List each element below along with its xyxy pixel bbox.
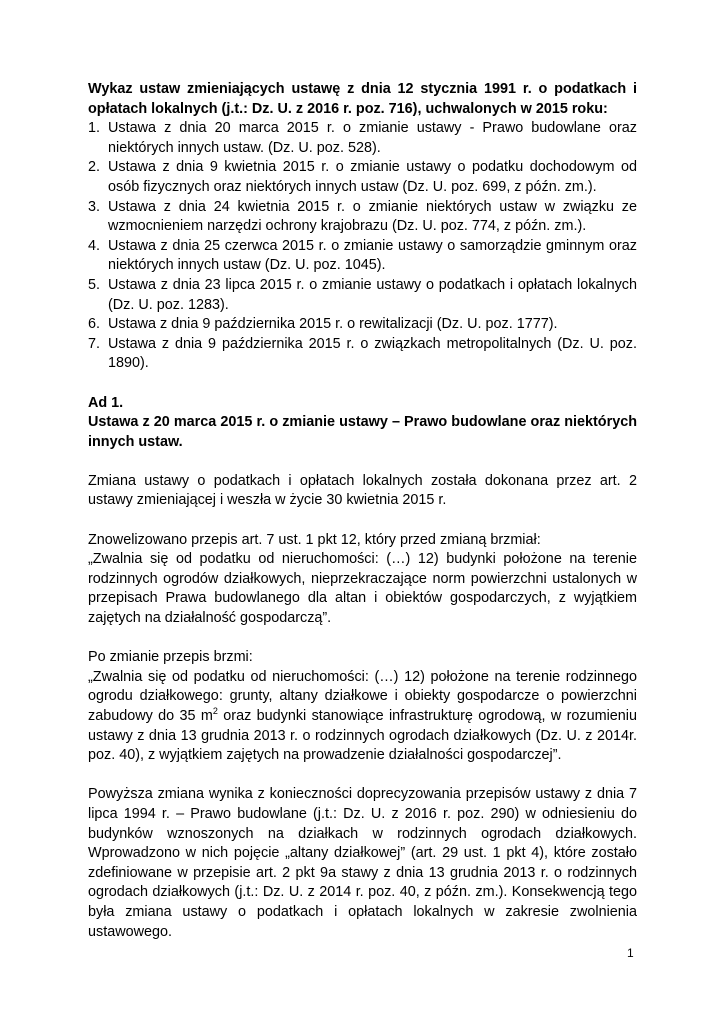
list-item-number: 6.	[88, 316, 101, 333]
document-title: Wykaz ustaw zmieniających ustawę z dnia 12 stycznia 1991 r. o podatkach i opłatach lokalnych (j.t.: Dz. U. z 2016 r. poz. 716), uchwalonych w 2015 roku:	[88, 81, 637, 117]
list-item-text: Ustawa z dnia 20 marca 2015 r. o zmianie ustawy - Prawo budowlane oraz niektórych innych ustaw. (Dz. U. poz. 528).	[108, 120, 637, 156]
spacer	[88, 511, 637, 531]
spacer	[88, 452, 637, 472]
list-item	[88, 237, 637, 276]
spacer	[88, 374, 637, 394]
superscript: 2	[212, 706, 218, 717]
list-item-number: 5.	[88, 276, 101, 293]
list-item-text: Ustawa z dnia 25 czerwca 2015 r. o zmianie ustawy o samorządzie gminnym oraz niektórych innych ustaw (Dz. U. poz. 1045).	[108, 237, 637, 274]
list-item-text: Ustawa z dnia 9 października 2015 r. o związkach metropolitalnych (Dz. U. poz. 1890).	[108, 335, 637, 372]
quote-text-part: oraz budynki stanowiące infrastrukturę ogrodową, w rozumieniu ustawy z dnia 13 grudnia 2013 r. o rodzinnych ogrodach działkowych (Dz. U. z 2014r. poz. 40), z wyjątkiem zajętych na prowadzenie działalności gospodarczej”.	[88, 708, 637, 764]
quote-text-part: „Zwalnia się od podatku od nieruchomości: (…) 12) położone na terenie rodzinnego ogrodu działkowego: grunty, altany działkowe i obiekty gospodarcze o powierzchni zabudowy do 35 m	[88, 668, 637, 724]
list-item-number: 3.	[88, 198, 101, 215]
list-item-number: 2.	[88, 159, 101, 176]
list-item	[88, 335, 637, 374]
paragraph-intro: Znowelizowano przepis art. 7 ust. 1 pkt 12, który przed zmianą brzmiał:	[88, 531, 541, 548]
list-item	[88, 198, 637, 237]
list-item	[88, 158, 637, 197]
quoted-provision-after	[88, 668, 637, 766]
spacer	[88, 766, 637, 786]
list-item	[88, 119, 637, 158]
section-heading: Ustawa z 20 marca 2015 r. o zmianie ustawy – Prawo budowlane oraz niektórych innych ustaw.	[88, 414, 637, 450]
list-item-text: Ustawa z dnia 9 października 2015 r. o rewitalizacji (Dz. U. poz. 1777).	[108, 316, 558, 333]
list-item-number: 4.	[88, 237, 101, 254]
amending-laws-list	[88, 119, 637, 374]
quoted-provision-before: „Zwalnia się od podatku od nieruchomości: (…) 12) budynki położone na terenie rodzinnych ogrodów działkowych, nieprzekraczające norm powierzchni ustalonych w przepisach Prawa budowlanego dla altan i obiektów gospodarczych, z wyjątkiem zajętych na działalność gospodarczą”.	[88, 551, 637, 627]
list-item-text: Ustawa z dnia 9 kwietnia 2015 r. o zmianie ustawy o podatku dochodowym od osób fizycznych oraz niektórych innych ustaw (Dz. U. poz. 699, z późn. zm.).	[108, 159, 637, 195]
section-label: Ad 1.	[88, 394, 124, 411]
list-item-number: 1.	[88, 120, 101, 137]
document-body	[88, 80, 637, 942]
paragraph: Powyższa zmiana wynika z konieczności doprecyzowania przepisów ustawy z dnia 7 lipca 1994 r. – Prawo budowlane (j.t.: Dz. U. z 2016 r. poz. 290) w odniesieniu do budynków wznoszonych na działkach w rodzinnych ogrodach działkowych. Wprowadzono w nich pojęcie „altany działkowej” (art. 29 ust. 1 pkt 4), które zostało zdefiniowane w przepisie art. 2 pkt 9a stawy z dnia 13 grudnia 2013 r. o rodzinnych ogrodach działkowych (j.t.: Dz. U. z 2014 r. poz. 40, z późn. zm.). Konsekwencją tego była zmiana ustawy o podatkach i opłatach lokalnych w zakresie zwolnienia ustawowego.	[88, 786, 637, 940]
list-item-number: 7.	[88, 335, 101, 352]
list-item	[88, 276, 637, 315]
paragraph: Zmiana ustawy o podatkach i opłatach lokalnych została dokonana przez art. 2 ustawy zmieniającej i weszła w życie 30 kwietnia 2015 r.	[88, 472, 637, 509]
page-number: 1	[627, 946, 634, 960]
spacer	[88, 629, 637, 649]
paragraph-intro: Po zmianie przepis brzmi:	[88, 649, 253, 666]
list-item	[88, 315, 637, 335]
list-item-text: Ustawa z dnia 24 kwietnia 2015 r. o zmianie niektórych ustaw w związku ze wzmocnieniem narzędzi ochrony krajobrazu (Dz. U. poz. 774, z późn. zm.).	[108, 198, 637, 235]
list-item-text: Ustawa z dnia 23 lipca 2015 r. o zmianie ustawy o podatkach i opłatach lokalnych (Dz. U. poz. 1283).	[108, 276, 637, 313]
